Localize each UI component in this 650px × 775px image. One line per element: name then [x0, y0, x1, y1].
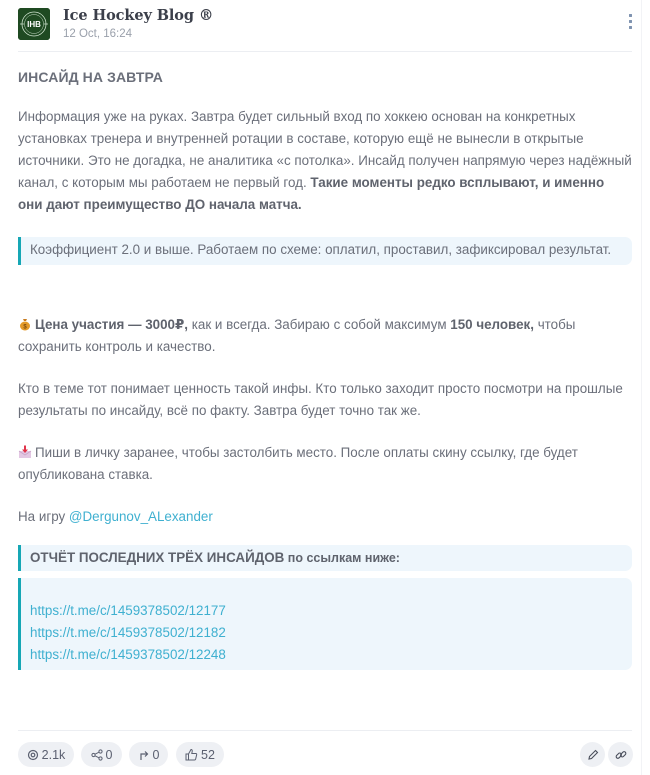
money-bag-icon: [18, 317, 32, 331]
quote-report-heading: [18, 545, 632, 571]
paragraph-contact: [18, 506, 632, 528]
post-body: [18, 66, 632, 670]
views-count: 2.1k: [41, 747, 66, 762]
share-icon: [91, 749, 103, 761]
paragraph-price: [18, 314, 632, 358]
shares-count: 0: [105, 747, 113, 762]
link-icon: [615, 749, 627, 761]
channel-name[interactable]: Ice Hockey Blog ®: [63, 7, 214, 24]
ihb-logo-icon: [18, 8, 50, 40]
channel-avatar[interactable]: [18, 8, 50, 40]
post-footer: [18, 742, 632, 768]
footer-divider: [18, 730, 632, 731]
quote-report-links: [18, 578, 632, 670]
report-heading-text: по ссылкам ниже:: [284, 551, 400, 565]
views-counter[interactable]: [18, 742, 74, 767]
thumbs-up-icon: [185, 748, 198, 761]
share-button[interactable]: [81, 742, 122, 767]
paragraph-intro: [18, 106, 632, 216]
report-link-1[interactable]: https://t.me/c/1459378502/12177: [30, 603, 226, 618]
report-link-3[interactable]: https://t.me/c/1459378502/12248: [30, 647, 226, 662]
forward-arrow-icon: [138, 749, 150, 761]
forwards-count: 0: [152, 747, 160, 762]
quote-text: Коэффициент 2.0 и выше. Работаем по схеме: оплатил, проставил, зафиксировал результат.: [30, 242, 612, 257]
like-button[interactable]: [176, 742, 224, 767]
report-link-2[interactable]: https://t.me/c/1459378502/12182: [30, 625, 226, 640]
contact-info-text: Пиши в личку заранее, чтобы застолбить место. После оплаты скину ссылку, где будет опубликована ставка.: [18, 445, 578, 482]
pencil-icon: [587, 749, 599, 761]
intro-bold-text: Такие моменты редко всплывают, и именно они дают преимущество ДО начала матча.: [18, 175, 605, 212]
kebab-dot-icon: [629, 20, 632, 23]
price-text-end: чтобы сохранить контроль и качество.: [18, 317, 576, 354]
eye-icon: [27, 749, 39, 761]
contact-username-link[interactable]: @Dergunov_ALexander: [68, 509, 213, 524]
likes-count: 52: [201, 747, 215, 762]
contact-prefix: На игру: [18, 509, 69, 524]
inbox-tray-icon: [18, 445, 32, 459]
intro-text: Информация уже на руках. Завтра будет сильный вход по хоккею основан на конкретных установках тренера и внутренней ротации в составе, которую ещё не вынесли в открытые источники. Это не догадка, не аналитика «с потолка». Инсайд получен напрямую через надёжный канал, с которым мы работаем не первый год.: [18, 109, 632, 190]
paragraph-value: Кто в теме тот понимает ценность такой инфы. Кто только заходит просто посмотри на прошлые результаты по инсайду, всё по факту. Завтра будет точно так же.: [18, 381, 623, 418]
quote-coefficient: [18, 237, 632, 265]
post-title: ИНСАЙД НА ЗАВТРА: [18, 69, 163, 85]
kebab-dot-icon: [629, 14, 632, 17]
edit-button[interactable]: [580, 742, 605, 767]
paragraph-contact-info: [18, 442, 632, 486]
capacity-bold: 150 человек,: [450, 317, 534, 332]
price-text: как и всегда. Забираю с собой максимум: [188, 317, 451, 332]
more-options-button[interactable]: [624, 14, 636, 36]
svg-text:$: $: [23, 324, 27, 331]
copy-link-button[interactable]: [608, 742, 633, 767]
svg-text:IHB: IHB: [27, 20, 41, 29]
forward-button[interactable]: [129, 742, 168, 767]
price-bold: Цена участия — 3000₽,: [35, 317, 189, 332]
post-timestamp: 12 Oct, 16:24: [63, 28, 133, 40]
kebab-dot-icon: [629, 26, 632, 29]
post-header: [18, 6, 632, 52]
report-heading-bold: ОТЧЁТ ПОСЛЕДНИХ ТРЁХ ИНСАЙДОВ: [30, 550, 285, 565]
